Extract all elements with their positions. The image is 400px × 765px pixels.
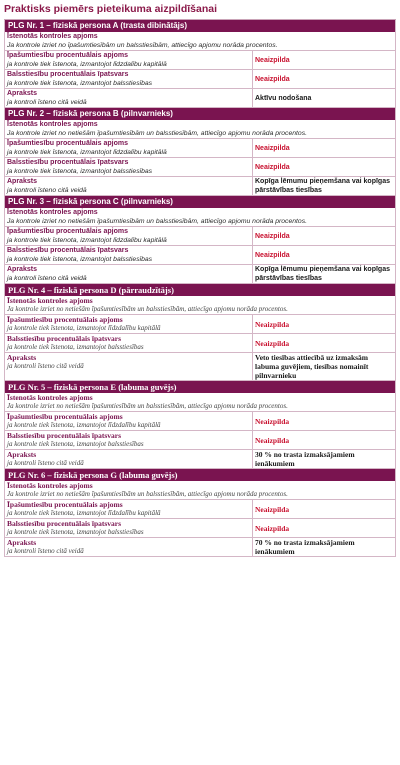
row-label: Apraksts (7, 178, 37, 185)
row-description: ja kontroli īsteno citā veidā (7, 99, 87, 106)
row-value: Kopīga lēmumu pieņemšana vai kopīgas pārstāvības tiesības (255, 266, 390, 282)
table-row (5, 70, 395, 89)
table-row (5, 246, 395, 265)
row-label-cell (5, 208, 395, 226)
row-description: ja kontrole tiek īstenota, izmantojot līdzdalību kapitālā (7, 149, 167, 156)
row-label: Īstenotās kontroles apjoms (7, 121, 98, 128)
row-description: Ja kontrole izriet no netiešām īpašumtiesībām un balsstiesībām, attiecīgo apjomu norāda procentos. (7, 305, 288, 313)
table-row (5, 265, 395, 284)
row-label-cell (5, 393, 395, 411)
row-label-cell (5, 538, 253, 556)
row-label: Īpašumtiesību procentuālais apjoms (7, 500, 123, 509)
table-row (5, 481, 395, 500)
row-value: Aktīvu nodošana (255, 94, 312, 102)
table-row (5, 315, 395, 334)
table-row (5, 412, 395, 431)
row-description: ja kontrole tiek īstenota, izmantojot līdzdalību kapitālā (7, 237, 167, 244)
table-row (5, 89, 395, 108)
page-title: Praktisks piemērs pieteikuma aizpildīšanai (4, 0, 396, 20)
row-label-cell (5, 227, 253, 245)
row-description: ja kontroli īsteno citā veidā (7, 275, 87, 282)
row-value: Neaizpilda (255, 435, 290, 445)
row-description: Ja kontrole izriet no īpašumtiesībām un balsstiesībām, attiecīgo apjomu norāda procentos. (7, 42, 278, 49)
row-label-cell (5, 519, 253, 537)
row-description: ja kontrole tiek īstenota, izmantojot līdzdalību kapitālā (7, 324, 161, 332)
row-label-cell (5, 412, 253, 430)
row-value: Neaizpilda (255, 56, 290, 64)
row-description: ja kontroli īsteno citā veidā (7, 187, 87, 194)
row-label-cell (5, 500, 253, 518)
row-label: Īstenotās kontroles apjoms (7, 393, 93, 402)
row-label-cell (5, 246, 253, 264)
section-header: PLG Nr. 5 – fiziskā persona E (labuma guvējs) (5, 381, 395, 393)
row-description: ja kontroli īsteno citā veidā (7, 547, 84, 555)
row-label: Balsstiesību procentuālais īpatsvars (7, 431, 122, 440)
table-row (5, 519, 395, 538)
row-label: Apraksts (7, 538, 37, 547)
row-value: Neaizpilda (255, 144, 290, 152)
row-label-cell (5, 431, 253, 449)
plg-section (4, 196, 396, 284)
table-row (5, 208, 395, 227)
sections-container (4, 20, 396, 557)
row-description: ja kontroli īsteno citā veidā (7, 459, 84, 467)
row-value: Kopīga lēmumu pieņemšana vai kopīgas pārstāvības tiesības (255, 178, 390, 194)
row-value: Veto tiesības attiecībā uz izmaksām labuma guvējiem, tiesības nomainīt pilnvarnieku (255, 353, 369, 380)
row-value: Neaizpilda (255, 416, 290, 426)
row-description: ja kontrole tiek īstenota, izmantojot balsstiesības (7, 256, 153, 263)
row-description: ja kontrole tiek īstenota, izmantojot līdzdalību kapitālā (7, 421, 161, 429)
document-page (4, 0, 396, 557)
row-label: Īpašumtiesību procentuālais apjoms (7, 315, 123, 324)
row-label: Īstenotās kontroles apjoms (7, 33, 98, 40)
table-row (5, 538, 395, 557)
row-description: Ja kontrole izriet no netiešām īpašumtiesībām un balsstiesībām, attiecīgo apjomu norāda procentos. (7, 130, 307, 137)
row-label: Īpašumtiesību procentuālais apjoms (7, 52, 128, 59)
plg-section (4, 108, 396, 196)
table-row (5, 139, 395, 158)
row-description: ja kontrole tiek īstenota, izmantojot balsstiesības (7, 528, 144, 536)
row-value: Neaizpilda (255, 338, 290, 348)
row-label-cell (5, 89, 253, 107)
row-description: ja kontrole tiek īstenota, izmantojot balsstiesības (7, 168, 153, 175)
row-description: ja kontrole tiek īstenota, izmantojot līdzdalību kapitālā (7, 61, 167, 68)
row-value: Neaizpilda (255, 251, 290, 259)
row-label-cell (5, 481, 395, 499)
row-value: Neaizpilda (255, 75, 290, 83)
row-label: Īpašumtiesību procentuālais apjoms (7, 412, 123, 421)
table-row (5, 353, 395, 381)
row-label-cell (5, 450, 253, 468)
section-header: PLG Nr. 4 – fiziskā persona D (pārraudzītājs) (5, 284, 395, 296)
row-label: Apraksts (7, 450, 37, 459)
table-row (5, 120, 395, 139)
row-value: Neaizpilda (255, 232, 290, 240)
row-description: ja kontrole tiek īstenota, izmantojot līdzdalību kapitālā (7, 509, 161, 517)
section-header: PLG Nr. 3 – fiziskā persona C (pilnvarnieks) (5, 196, 395, 208)
row-value: 30 % no trasta izmaksājamiem ienākumiem (255, 450, 355, 468)
row-label: Apraksts (7, 266, 37, 273)
row-description: ja kontrole tiek īstenota, izmantojot balsstiesības (7, 80, 153, 87)
row-description: Ja kontrole izriet no netiešām īpašumtiesībām un balsstiesībām, attiecīgo apjomu norāda procentos. (7, 490, 288, 498)
row-label-cell (5, 334, 253, 352)
plg-section (4, 20, 396, 108)
row-label: Apraksts (7, 353, 37, 362)
table-row (5, 393, 395, 412)
row-label-cell (5, 51, 253, 69)
row-label-cell (5, 120, 395, 138)
plg-section (4, 284, 396, 381)
section-header: PLG Nr. 6 – fiziskā persona G (labuma guvējs) (5, 469, 395, 481)
section-header: PLG Nr. 2 – fiziskā persona B (pilnvarnieks) (5, 108, 395, 120)
row-value: Neaizpilda (255, 163, 290, 171)
table-row (5, 51, 395, 70)
table-row (5, 500, 395, 519)
row-label-cell (5, 139, 253, 157)
row-label-cell (5, 296, 395, 314)
row-label: Īstenotās kontroles apjoms (7, 209, 98, 216)
row-label-cell (5, 265, 253, 283)
row-label: Īpašumtiesību procentuālais apjoms (7, 140, 128, 147)
row-label-cell (5, 158, 253, 176)
row-label: Balsstiesību procentuālais īpatsvars (7, 159, 129, 166)
row-label-cell (5, 353, 253, 380)
table-row (5, 177, 395, 196)
table-row (5, 431, 395, 450)
row-label-cell (5, 177, 253, 195)
table-row (5, 158, 395, 177)
table-row (5, 227, 395, 246)
row-label-cell (5, 70, 253, 88)
section-header: PLG Nr. 1 – fiziskā persona A (trasta dibinātājs) (5, 20, 395, 32)
row-description: ja kontroli īsteno citā veidā (7, 362, 84, 370)
row-value: Neaizpilda (255, 504, 290, 514)
plg-section (4, 469, 396, 557)
row-label: Balsstiesību procentuālais īpatsvars (7, 334, 122, 343)
row-value: 70 % no trasta izmaksājamiem ienākumiem (255, 538, 355, 556)
row-label: Balsstiesību procentuālais īpatsvars (7, 519, 122, 528)
row-value: Neaizpilda (255, 319, 290, 329)
row-label: Balsstiesību procentuālais īpatsvars (7, 247, 129, 254)
table-row (5, 450, 395, 469)
row-description: ja kontrole tiek īstenota, izmantojot balsstiesības (7, 440, 144, 448)
row-description: Ja kontrole izriet no netiešām īpašumtiesībām un balsstiesībām, attiecīgo apjomu norāda procentos. (7, 402, 288, 410)
row-description: ja kontrole tiek īstenota, izmantojot balsstiesības (7, 343, 144, 351)
row-label: Īpašumtiesību procentuālais apjoms (7, 228, 128, 235)
row-label-cell (5, 32, 395, 50)
row-label-cell (5, 315, 253, 333)
row-description: Ja kontrole izriet no netiešām īpašumtiesībām un balsstiesībām, attiecīgo apjomu norāda procentos. (7, 218, 307, 225)
row-label: Īstenotās kontroles apjoms (7, 481, 93, 490)
row-label: Balsstiesību procentuālais īpatsvars (7, 71, 129, 78)
plg-section (4, 381, 396, 469)
table-row (5, 32, 395, 51)
table-row (5, 296, 395, 315)
row-label: Apraksts (7, 90, 37, 97)
row-label: Īstenotās kontroles apjoms (7, 296, 93, 305)
row-value: Neaizpilda (255, 523, 290, 533)
table-row (5, 334, 395, 353)
